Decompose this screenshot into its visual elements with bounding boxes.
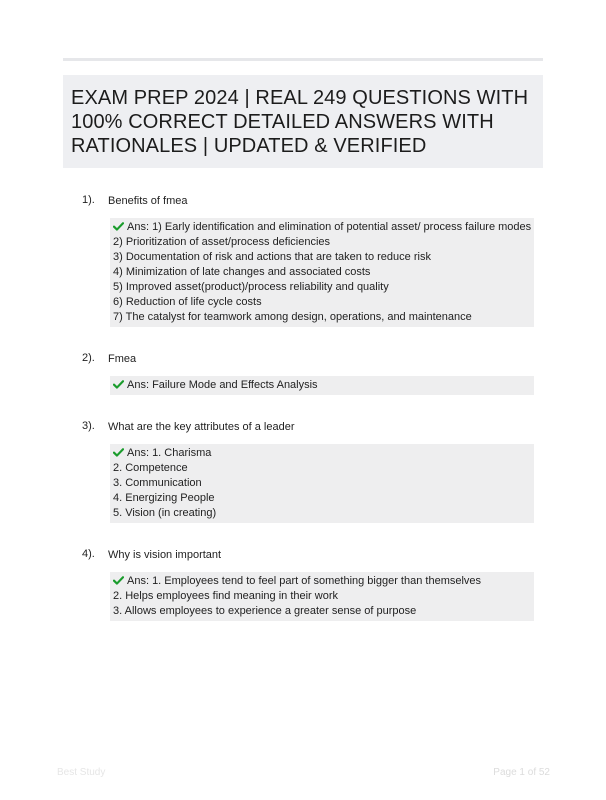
- document-title: EXAM PREP 2024 | REAL 249 QUESTIONS WITH 100% CORRECT DETAILED ANSWERS WITH RATIONALES | UPDATED & VERIFIED: [71, 87, 529, 157]
- answer-line: 3. Communication: [113, 477, 202, 489]
- answer-line: 4) Minimization of late changes and associated costs: [113, 266, 371, 278]
- page-number: Page 1 of 52: [493, 767, 550, 778]
- answer-line: 3. Allows employees to experience a greater sense of purpose: [113, 605, 417, 617]
- answer-line: Ans: 1. Charisma: [113, 446, 530, 461]
- footer-watermark: Best Study: [57, 767, 106, 778]
- answer-line: Ans: Failure Mode and Effects Analysis: [113, 378, 530, 393]
- answer-line: 2. Competence: [113, 462, 188, 474]
- answer-line: 4. Energizing People: [113, 492, 215, 504]
- answer-box: [110, 444, 534, 523]
- answer-line: 5. Vision (in creating): [113, 507, 217, 519]
- answer-box: [110, 572, 534, 621]
- answer-box: [110, 376, 534, 395]
- question-text: What are the key attributes of a leader: [108, 421, 295, 433]
- top-divider: [63, 58, 543, 61]
- answer-line: Ans: 1) Early identification and elimination of potential asset/ process failure modes: [113, 220, 530, 235]
- question-text: Benefits of fmea: [108, 195, 188, 207]
- question-number: 3).: [82, 420, 95, 432]
- check-icon: [113, 576, 124, 585]
- check-icon: [113, 222, 124, 231]
- answer-box: [110, 218, 534, 327]
- question-text: Why is vision important: [108, 549, 222, 561]
- title-banner: [63, 75, 543, 168]
- answer-line: 2) Prioritization of asset/process deficiencies: [113, 236, 331, 248]
- question-text: Fmea: [108, 353, 137, 365]
- answer-line: 2. Helps employees find meaning in their work: [113, 590, 339, 602]
- check-icon: [113, 380, 124, 389]
- answer-line: 7) The catalyst for teamwork among design, operations, and maintenance: [113, 311, 472, 323]
- question-number: 1).: [82, 194, 95, 206]
- check-icon: [113, 448, 124, 457]
- answer-line: Ans: 1. Employees tend to feel part of something bigger than themselves: [113, 574, 530, 589]
- answer-line: 5) Improved asset(product)/process reliability and quality: [113, 281, 389, 293]
- question-number: 4).: [82, 548, 95, 560]
- answer-line: 3) Documentation of risk and actions that are taken to reduce risk: [113, 251, 431, 263]
- question-number: 2).: [82, 352, 95, 364]
- answer-line: 6) Reduction of life cycle costs: [113, 296, 262, 308]
